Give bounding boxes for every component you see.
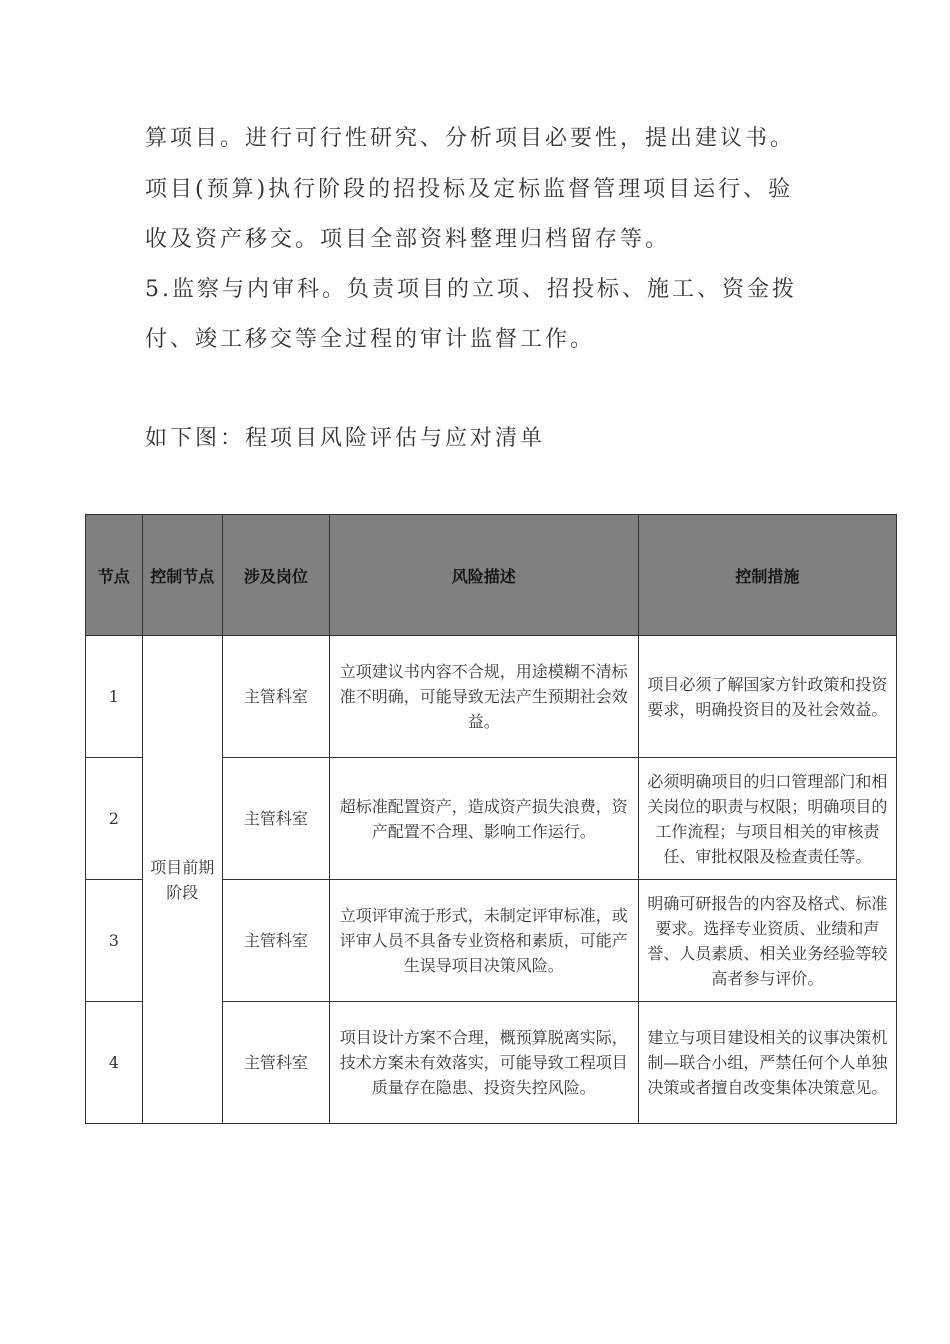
header-node: 节点 (86, 515, 143, 636)
risk-assessment-table (85, 514, 897, 1124)
row-control-measure: 项目必须了解国家方针政策和投资要求，明确投资目的及社会效益。 (638, 636, 896, 758)
header-control-measures: 控制措施 (638, 515, 896, 636)
row-post: 主管科室 (222, 880, 329, 1002)
header-post: 涉及岗位 (222, 515, 329, 636)
row-node-number: 4 (86, 1002, 143, 1124)
row-risk-description: 立项评审流于形式，未制定评审标准，或评审人员不具备专业资格和素质，可能产生误导项目决策风险。 (329, 880, 638, 1002)
row-post: 主管科室 (222, 758, 329, 880)
row-node-number: 2 (86, 758, 143, 880)
row-post: 主管科室 (222, 1002, 329, 1124)
header-risk-description: 风险描述 (329, 515, 638, 636)
row-risk-description: 超标准配置资产，造成资产损失浪费，资产配置不合理、影响工作运行。 (329, 758, 638, 880)
body-paragraph-line: 付、竣工移交等全过程的审计监督工作。 (145, 327, 596, 352)
row-node-number: 3 (86, 880, 143, 1002)
table-caption: 如下图：程项目风险评估与应对清单 (145, 426, 546, 451)
table-row (86, 636, 897, 758)
body-paragraph-line: 收及资产移交。项目全部资料整理归档留存等。 (145, 227, 671, 252)
row-control-measure: 必须明确项目的归口管理部门和相关岗位的职责与权限；明确项目的工作流程；与项目相关的审核责任、审批权限及检查责任等。 (638, 758, 896, 880)
stage-cell: 项目前期阶段 (142, 636, 222, 1124)
body-paragraph-line: 算项目。进行可行性研究、分析项目必要性，提出建议书。 (145, 126, 796, 151)
header-control-node: 控制节点 (142, 515, 222, 636)
row-control-measure: 明确可研报告的内容及格式、标准要求。选择专业资质、业绩和声誉、人员素质、相关业务经验等较高者参与评价。 (638, 880, 896, 1002)
table-header-row (86, 515, 897, 636)
body-paragraph-line: 5.监察与内审科。负责项目的立项、招投标、施工、资金拨 (145, 277, 797, 302)
row-post: 主管科室 (222, 636, 329, 758)
row-risk-description: 项目设计方案不合理，概预算脱离实际，技术方案未有效落实，可能导致工程项目质量存在隐患、投资失控风险。 (329, 1002, 638, 1124)
body-paragraph-line: 项目(预算)执行阶段的招投标及定标监督管理项目运行、验 (145, 177, 794, 202)
row-risk-description: 立项建议书内容不合规，用途模糊不清标准不明确，可能导致无法产生预期社会效益。 (329, 636, 638, 758)
row-node-number: 1 (86, 636, 143, 758)
row-control-measure: 建立与项目建设相关的议事决策机制—联合小组，严禁任何个人单独决策或者擅自改变集体决策意见。 (638, 1002, 896, 1124)
